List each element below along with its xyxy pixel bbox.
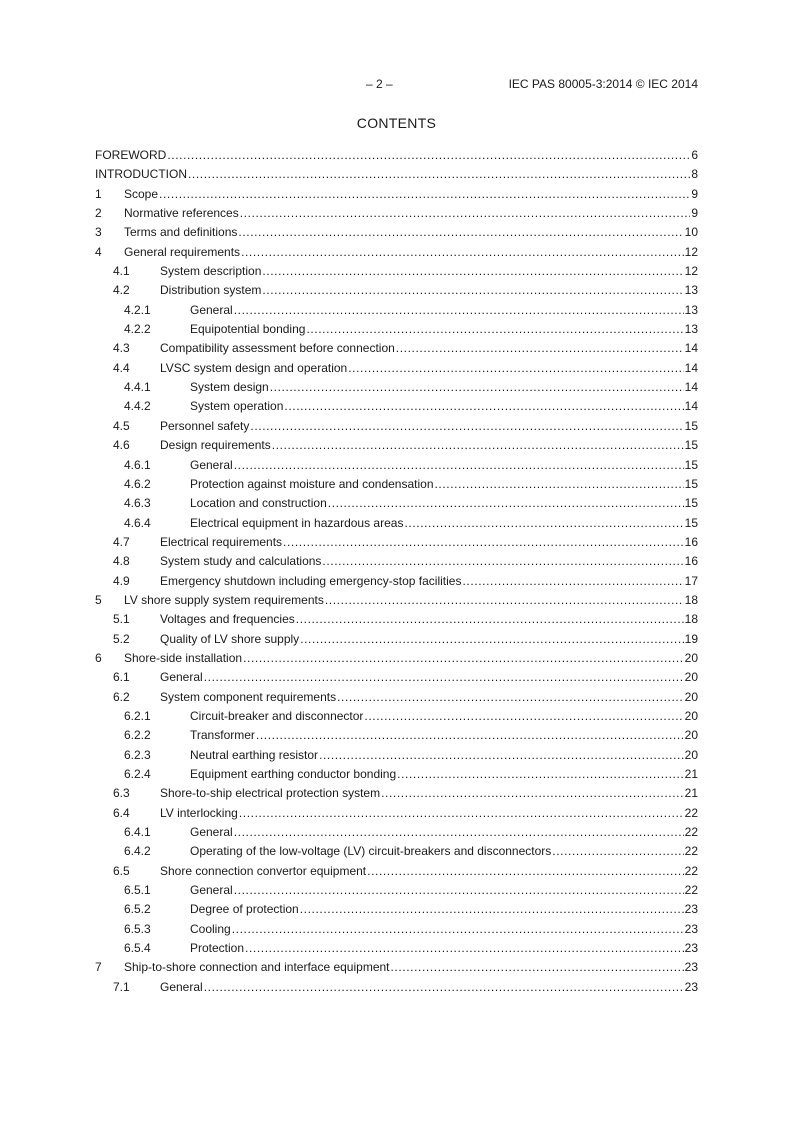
dot-leader: [552, 842, 683, 861]
toc-entry-line: [190, 378, 698, 397]
toc-entry-line: [190, 456, 698, 475]
toc-entry-number: 4.2: [113, 283, 130, 298]
dot-leader: [232, 920, 684, 939]
toc-entry-line: [160, 533, 698, 552]
toc-entry-number: 6.2.4: [124, 767, 151, 781]
toc-entry-page: 15: [684, 456, 698, 475]
dot-leader: [250, 417, 683, 436]
toc-entry-number: 4.6: [113, 438, 130, 453]
toc-entry[interactable]: [95, 417, 698, 436]
toc-entry-page: 23: [684, 920, 698, 939]
toc-entry-page: 21: [684, 784, 698, 803]
toc-entry-number: 6.2.2: [124, 728, 151, 743]
toc-entry[interactable]: [95, 514, 698, 533]
toc-entry-line: [190, 397, 698, 416]
toc-entry-title: Distribution system: [160, 281, 262, 300]
toc-entry-number: 4.6.4: [124, 515, 151, 530]
toc-entry-line: [190, 920, 698, 939]
toc-entry[interactable]: [95, 281, 698, 300]
toc-entry-title: General: [190, 823, 234, 842]
toc-entry-line: [160, 668, 698, 687]
dot-leader: [404, 514, 683, 533]
toc-entry-line: [190, 320, 698, 339]
dot-leader: [381, 784, 684, 803]
toc-entry-page: 9: [690, 185, 698, 204]
toc-entry-line: [190, 881, 698, 900]
toc-entry[interactable]: [95, 243, 698, 262]
toc-entry-number: 6.1: [113, 670, 130, 685]
toc-entry-line: [124, 223, 698, 242]
toc-entry[interactable]: [95, 456, 698, 475]
toc-entry-page: 6: [690, 146, 698, 165]
toc-entry[interactable]: [95, 146, 698, 165]
toc-entry-number: 6.3: [113, 786, 130, 801]
toc-entry[interactable]: [95, 223, 698, 242]
toc-entry[interactable]: [95, 339, 698, 358]
toc-entry-number: 4: [95, 244, 102, 259]
toc-entry-page: 22: [684, 804, 698, 823]
toc-entry-title: Voltages and frequencies: [160, 610, 296, 629]
toc-entry-line: [160, 417, 698, 436]
toc-entry-title: LVSC system design and operation: [160, 359, 348, 378]
toc-entry-number: 5.2: [113, 631, 130, 646]
dot-leader: [238, 223, 683, 242]
toc-entry-page: 20: [684, 726, 698, 745]
toc-entry-title: Compatibility assessment before connection: [160, 339, 396, 358]
toc-entry-page: 14: [684, 397, 698, 416]
toc-entry-number: 5.1: [113, 612, 130, 627]
toc-entry-title: System study and calculations: [160, 552, 322, 571]
toc-entry-line: [160, 784, 698, 803]
toc-entry-number: 4.6.3: [124, 496, 151, 511]
toc-entry[interactable]: [95, 649, 698, 668]
toc-entry-page: 13: [684, 281, 698, 300]
toc-entry-page: 17: [684, 572, 698, 591]
toc-entry-title: General requirements: [124, 243, 241, 262]
toc-entry-page: 14: [684, 378, 698, 397]
dot-leader: [167, 146, 690, 165]
toc-entry-number: 6.2.1: [124, 708, 151, 723]
toc-entry-number: 7.1: [113, 979, 130, 994]
dot-leader: [188, 165, 690, 184]
dot-leader: [159, 185, 690, 204]
toc-entry-number: 7: [95, 960, 102, 975]
dot-leader: [241, 243, 684, 262]
toc-entry-line: [160, 610, 698, 629]
dot-leader: [391, 958, 684, 977]
toc-entry-title: System operation: [190, 397, 284, 416]
toc-entry-page: 22: [684, 842, 698, 861]
toc-entry-page: 23: [684, 939, 698, 958]
toc-entry-title: General: [190, 301, 234, 320]
dot-leader: [262, 281, 683, 300]
toc-entry-line: [160, 436, 698, 455]
toc-entry-line: [160, 630, 698, 649]
toc-entry-page: 23: [684, 958, 698, 977]
toc-entry-page: 22: [684, 881, 698, 900]
toc-entry-title: General: [190, 456, 234, 475]
toc-entry-title: Design requirements: [160, 436, 272, 455]
dot-leader: [284, 397, 683, 416]
toc-entry-line: [160, 804, 698, 823]
toc-entry-line: [190, 746, 698, 765]
toc-entry-line: [190, 939, 698, 958]
toc-entry-title: System description: [160, 262, 262, 281]
toc-entry-line: [160, 359, 698, 378]
toc-entry-page: 12: [684, 262, 698, 281]
toc-entry-title: INTRODUCTION: [95, 165, 188, 184]
toc-entry-line: [190, 900, 698, 919]
toc-entry-title: Operating of the low-voltage (LV) circuit-breakers and disconnectors: [190, 842, 552, 861]
toc-entry-line: [160, 281, 698, 300]
dot-leader: [396, 339, 684, 358]
toc-entry[interactable]: [95, 630, 698, 649]
toc-entry-number: 4.4.1: [124, 380, 151, 395]
toc-entry-number: 6.4.2: [124, 844, 151, 859]
toc-entry-number: 6.5: [113, 863, 130, 878]
toc-entry-title: Location and construction: [190, 494, 328, 513]
dot-leader: [322, 552, 683, 571]
toc-entry-page: 15: [684, 417, 698, 436]
toc-entry-title: Equipment earthing conductor bonding: [190, 765, 397, 784]
toc-entry-line: [190, 514, 698, 533]
toc-entry-page: 13: [684, 301, 698, 320]
toc-entry-page: 18: [684, 610, 698, 629]
toc-entry[interactable]: [95, 765, 698, 784]
toc-entry-title: Protection against moisture and condensation: [190, 475, 435, 494]
toc-entry[interactable]: [95, 842, 698, 861]
toc-entry-page: 10: [684, 223, 698, 242]
toc-entry-title: Electrical equipment in hazardous areas: [190, 514, 404, 533]
toc-entry-page: 16: [684, 533, 698, 552]
toc-entry[interactable]: [95, 939, 698, 958]
page-number: – 2 –: [366, 77, 393, 91]
toc-entry[interactable]: [95, 591, 698, 610]
toc-entry-page: 20: [684, 688, 698, 707]
toc-entry[interactable]: [95, 397, 698, 416]
toc-entry-title: Shore connection convertor equipment: [160, 862, 367, 881]
toc-entry-title: Degree of protection: [190, 900, 300, 919]
toc-entry-number: 1: [95, 186, 102, 201]
toc-entry-title: System design: [190, 378, 270, 397]
toc-entry[interactable]: [95, 494, 698, 513]
toc-entry-title: Shore-side installation: [124, 649, 243, 668]
dot-leader: [462, 572, 683, 591]
toc-entry-title: Ship-to-shore connection and interface equipment: [124, 958, 391, 977]
toc-entry-line: [190, 842, 698, 861]
dot-leader: [234, 881, 684, 900]
toc-entry-line: [160, 339, 698, 358]
toc-entry[interactable]: [95, 668, 698, 687]
toc-entry[interactable]: [95, 688, 698, 707]
toc-entry-line: [160, 552, 698, 571]
toc-entry-line: [160, 572, 698, 591]
dot-leader: [204, 668, 684, 687]
dot-leader: [367, 862, 684, 881]
toc-entry-page: 20: [684, 746, 698, 765]
toc-entry-page: 23: [684, 978, 698, 997]
toc-entry-title: LV shore supply system requirements: [124, 591, 325, 610]
toc-entry-page: 9: [690, 204, 698, 223]
toc-entry-number: 6: [95, 650, 102, 665]
toc-entry-page: 15: [684, 494, 698, 513]
toc-entry[interactable]: [95, 707, 698, 726]
toc-entry-page: 19: [684, 630, 698, 649]
toc-entry[interactable]: [95, 436, 698, 455]
toc-entry-line: [95, 146, 698, 165]
toc-entry[interactable]: [95, 552, 698, 571]
toc-entry-number: 4.4: [113, 360, 130, 375]
toc-entry-line: [160, 688, 698, 707]
dot-leader: [319, 746, 684, 765]
toc-entry-page: 22: [684, 823, 698, 842]
dot-leader: [240, 204, 691, 223]
toc-entry-title: Normative references: [124, 204, 240, 223]
toc-entry-line: [190, 726, 698, 745]
toc-entry-title: Quality of LV shore supply: [160, 630, 300, 649]
dot-leader: [337, 688, 684, 707]
toc-entry[interactable]: [95, 533, 698, 552]
dot-leader: [300, 900, 684, 919]
toc-entry-number: 6.5.1: [124, 883, 151, 898]
toc-entry-title: General: [160, 668, 204, 687]
toc-entry-title: Transformer: [190, 726, 256, 745]
dot-leader: [296, 610, 684, 629]
table-of-contents: [95, 146, 698, 997]
toc-entry[interactable]: [95, 862, 698, 881]
dot-leader: [239, 804, 684, 823]
dot-leader: [262, 262, 683, 281]
standard-reference: IEC PAS 80005-3:2014 © IEC 2014: [508, 77, 698, 91]
toc-entry[interactable]: [95, 784, 698, 803]
toc-entry[interactable]: [95, 359, 698, 378]
toc-entry-line: [190, 494, 698, 513]
toc-entry[interactable]: [95, 475, 698, 494]
toc-entry-title: Terms and definitions: [124, 223, 238, 242]
dot-leader: [243, 649, 684, 668]
toc-entry[interactable]: [95, 610, 698, 629]
toc-entry[interactable]: [95, 881, 698, 900]
toc-entry-page: 15: [684, 475, 698, 494]
toc-entry-number: 6.2.3: [124, 747, 151, 762]
toc-entry-number: 4.6.2: [124, 476, 151, 491]
toc-entry-page: 18: [684, 591, 698, 610]
toc-entry-page: 12: [684, 243, 698, 262]
toc-entry-number: 4.5: [113, 418, 130, 433]
toc-entry[interactable]: [95, 301, 698, 320]
toc-entry-page: 20: [684, 707, 698, 726]
toc-entry-title: LV interlocking: [160, 804, 239, 823]
toc-entry-line: [190, 765, 698, 784]
toc-entry-line: [95, 165, 698, 184]
toc-entry[interactable]: [95, 378, 698, 397]
toc-entry-page: 21: [684, 765, 698, 784]
toc-entry[interactable]: [95, 978, 698, 997]
toc-entry-number: 6.2: [113, 689, 130, 704]
dot-leader: [328, 494, 684, 513]
toc-entry-page: 22: [684, 862, 698, 881]
toc-entry-line: [160, 262, 698, 281]
dot-leader: [283, 533, 684, 552]
dot-leader: [325, 591, 684, 610]
dot-leader: [364, 707, 683, 726]
toc-entry-line: [124, 185, 698, 204]
toc-entry-page: 23: [684, 900, 698, 919]
toc-entry[interactable]: [95, 746, 698, 765]
toc-entry-line: [124, 649, 698, 668]
dot-leader: [348, 359, 683, 378]
toc-entry-title: Cooling: [190, 920, 232, 939]
dot-leader: [204, 978, 684, 997]
toc-entry-page: 8: [690, 165, 698, 184]
toc-entry[interactable]: [95, 804, 698, 823]
toc-entry-number: 4.4.2: [124, 399, 151, 414]
toc-entry-page: 16: [684, 552, 698, 571]
toc-entry-number: 4.7: [113, 534, 130, 549]
dot-leader: [256, 726, 684, 745]
dot-leader: [272, 436, 684, 455]
toc-entry[interactable]: [95, 165, 698, 184]
toc-entry-page: 15: [684, 514, 698, 533]
toc-entry-title: Emergency shutdown including emergency-stop facilities: [160, 572, 462, 591]
toc-entry-number: 2: [95, 206, 102, 221]
toc-entry-page: 20: [684, 668, 698, 687]
toc-entry-number: 6.5.3: [124, 921, 151, 936]
toc-entry-title: Shore-to-ship electrical protection system: [160, 784, 381, 803]
toc-entry[interactable]: [95, 958, 698, 977]
toc-entry[interactable]: [95, 320, 698, 339]
toc-entry-page: 15: [684, 436, 698, 455]
toc-entry-line: [190, 823, 698, 842]
toc-entry-line: [160, 978, 698, 997]
toc-entry-number: 6.4.1: [124, 825, 151, 840]
toc-entry-title: General: [160, 978, 204, 997]
toc-entry-line: [190, 707, 698, 726]
toc-entry-line: [124, 204, 698, 223]
dot-leader: [234, 456, 684, 475]
dot-leader: [234, 823, 684, 842]
toc-entry-title: FOREWORD: [95, 146, 167, 165]
dot-leader: [435, 475, 684, 494]
toc-entry-number: 4.3: [113, 341, 130, 356]
toc-entry-title: Circuit-breaker and disconnector: [190, 707, 364, 726]
toc-entry-page: 20: [684, 649, 698, 668]
toc-entry-line: [124, 591, 698, 610]
toc-entry-title: Equipotential bonding: [190, 320, 306, 339]
toc-entry-page: 13: [684, 320, 698, 339]
toc-entry-title: Scope: [124, 185, 159, 204]
dot-leader: [234, 301, 684, 320]
toc-entry[interactable]: [95, 204, 698, 223]
toc-entry-line: [124, 243, 698, 262]
toc-entry-page: 14: [684, 359, 698, 378]
toc-entry[interactable]: [95, 262, 698, 281]
dot-leader: [270, 378, 684, 397]
toc-entry-number: 4.2.2: [124, 322, 151, 337]
page-title: CONTENTS: [356, 115, 437, 131]
toc-entry-title: Protection: [190, 939, 245, 958]
toc-entry-line: [190, 475, 698, 494]
toc-entry[interactable]: [95, 726, 698, 745]
toc-entry-title: Electrical requirements: [160, 533, 283, 552]
toc-entry-title: Personnel safety: [160, 417, 250, 436]
toc-entry[interactable]: [95, 900, 698, 919]
toc-entry-number: 4.8: [113, 554, 130, 569]
toc-entry-number: 4.9: [113, 573, 130, 588]
toc-entry-page: 14: [684, 339, 698, 358]
toc-entry-number: 6.4: [113, 805, 130, 820]
toc-entry-number: 4.1: [113, 264, 130, 279]
dot-leader: [245, 939, 684, 958]
toc-entry-number: 4.2.1: [124, 302, 151, 317]
toc-entry[interactable]: [95, 185, 698, 204]
toc-entry[interactable]: [95, 920, 698, 939]
toc-entry-number: 6.5.4: [124, 941, 151, 956]
toc-entry-line: [190, 301, 698, 320]
page-header: [95, 77, 698, 93]
toc-entry-number: 3: [95, 225, 102, 240]
toc-entry-title: General: [190, 881, 234, 900]
toc-entry-line: [160, 862, 698, 881]
dot-leader: [397, 765, 683, 784]
toc-entry[interactable]: [95, 823, 698, 842]
dot-leader: [306, 320, 683, 339]
toc-entry-line: [124, 958, 698, 977]
toc-entry-number: 5: [95, 592, 102, 607]
toc-entry-title: Neutral earthing resistor: [190, 746, 319, 765]
toc-entry-number: 4.6.1: [124, 457, 151, 472]
dot-leader: [300, 630, 683, 649]
toc-entry-title: System component requirements: [160, 688, 337, 707]
toc-entry-number: 6.5.2: [124, 902, 151, 917]
toc-entry[interactable]: [95, 572, 698, 591]
